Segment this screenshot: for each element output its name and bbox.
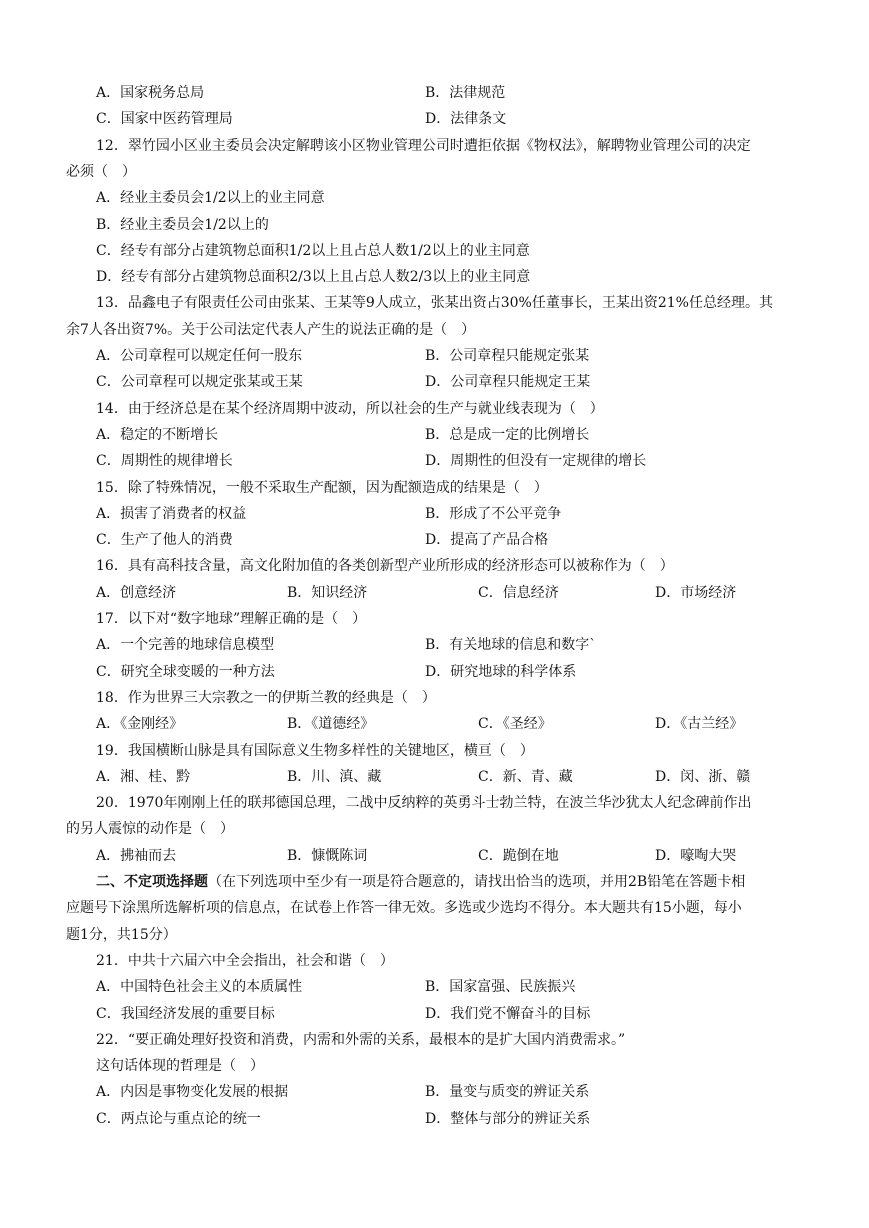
option-text: A．稳定的不断增长	[96, 426, 219, 443]
continuation-line	[0, 816, 869, 842]
paragraph-text: 的另人震惊的动作是（ ）	[66, 821, 234, 838]
option-row	[0, 711, 869, 737]
question-line	[0, 738, 869, 764]
option-row	[0, 974, 869, 1000]
option-text: C．周期性的规律增长	[96, 453, 233, 470]
option-text: D．《古兰经》	[655, 716, 744, 733]
option-row	[0, 843, 869, 869]
option-row	[0, 1106, 869, 1132]
option-text: C．信息经济	[478, 584, 559, 601]
option-text: C．生产了他人的消费	[96, 532, 233, 549]
option-text: A．创意经济	[96, 584, 177, 601]
option-text: D．研究地球的科学体系	[425, 663, 577, 680]
option-text: A．经业主委员会1/2以上的业主同意	[96, 190, 325, 207]
paragraph-text: 必须（ ）	[66, 163, 136, 180]
option-row	[0, 80, 869, 106]
option-text: D．闵、浙、赣	[655, 768, 751, 785]
option-row	[0, 527, 869, 553]
option-text: D．提高了产品合格	[425, 532, 549, 549]
question-text: 14．由于经济总是在某个经济周期中波动，所以社会的生产与就业线表现为（ ）	[96, 400, 604, 417]
option-text: B．川、滇、藏	[287, 768, 382, 785]
option-text: C．我国经济发展的重要目标	[96, 1005, 275, 1022]
option-text: B．总是成一定的比例增长	[425, 426, 590, 443]
question-text: 12．翠竹园小区业主委员会决定解聘该小区物业管理公司时遭拒依据《物权法》，解聘物业管理公司的决定	[96, 137, 751, 154]
section-header-line	[0, 869, 869, 895]
continuation-line	[0, 895, 869, 921]
option-line	[0, 1053, 869, 1079]
option-text: C．经专有部分占建筑物总面积1/2以上且占总人数1/2以上的业主同意	[96, 242, 530, 259]
option-text: A．拂袖而去	[96, 847, 177, 864]
question-text: 17．以下对“数字地球”理解正确的是（ ）	[96, 611, 367, 627]
option-text: D．周期性的但没有一定规律的增长	[425, 453, 647, 470]
option-text: A．湘、桂、黔	[96, 768, 191, 785]
question-line	[0, 133, 869, 159]
question-text: 16．具有高科技含量，高文化附加值的各类创新型产业所形成的经济形态可以被称作为（ ）	[96, 558, 674, 575]
question-line	[0, 475, 869, 501]
paragraph-text: 题1分，共15分）	[66, 926, 177, 943]
option-row	[0, 106, 869, 132]
option-text: C．《圣经》	[478, 716, 552, 733]
option-text: B．经业主委员会1/2以上的	[96, 216, 269, 233]
option-text: A．一个完善的地球信息模型	[96, 637, 275, 654]
option-text: D．嚎啕大哭	[655, 847, 737, 864]
paragraph-text: 应题号下涂黑所选解析项的信息点，在试卷上作答一律无效。多选或少选均不得分。本大题共有15小题，每小	[66, 900, 742, 917]
option-line	[0, 185, 869, 211]
option-row	[0, 343, 869, 369]
question-line	[0, 790, 869, 816]
option-text: B．法律规范	[425, 85, 506, 101]
option-text: B．知识经济	[287, 584, 368, 601]
question-line	[0, 948, 869, 974]
question-text: 20．1970年刚刚上任的联邦德国总理，二战中反纳粹的英勇斗士勃兰特，在波兰华沙犹太人纪念碑前作出	[96, 795, 752, 812]
option-line	[0, 264, 869, 290]
question-text: 21．中共十六届六中全会指出，社会和谐（ ）	[96, 952, 394, 969]
paragraph-text: 余7人各出资7%。关于公司法定代表人产生的说法正确的是（ ）	[66, 321, 476, 338]
question-line	[0, 606, 869, 632]
question-text: 19．我国横断山脉是具有国际意义生物多样性的关键地区，横亘（ ）	[96, 742, 534, 759]
question-line	[0, 685, 869, 711]
option-text: B．有关地球的信息和数字`	[425, 637, 597, 654]
option-text: A．中国特色社会主义的本质属性	[96, 979, 303, 996]
option-line	[0, 238, 869, 264]
option-text: D．经专有部分占建筑物总面积2/3以上且占总人数2/3以上的业主同意	[96, 269, 531, 286]
option-row	[0, 764, 869, 790]
option-text: D．法律条文	[425, 111, 507, 128]
option-text: A．内因是事物变化发展的根据	[96, 1084, 289, 1101]
option-text: A．公司章程可以规定任何一股东	[96, 348, 303, 364]
question-text: 18．作为世界三大宗教之一的伊斯兰教的经典是（ ）	[96, 689, 436, 706]
option-text: C．跪倒在地	[478, 847, 559, 864]
option-text: B．《道德经》	[287, 716, 375, 733]
option-line	[0, 212, 869, 238]
question-line	[0, 396, 869, 422]
option-text: D．公司章程只能规定王某	[425, 374, 591, 391]
option-text: D．整体与部分的辨证关系	[425, 1110, 591, 1127]
continuation-line	[0, 317, 869, 343]
option-text: C．公司章程可以规定张某或王某	[96, 374, 303, 391]
option-row	[0, 501, 869, 527]
option-text: A．国家税务总局	[96, 85, 205, 101]
option-text: A．《金刚经》	[96, 716, 184, 733]
option-text: C．研究全球变暖的一种方法	[96, 663, 275, 680]
question-line	[0, 290, 869, 316]
option-text: 这句话体现的哲理是（ ）	[96, 1058, 264, 1075]
question-text: 13．品鑫电子有限责任公司由张某、王某等9人成立，张某出资占30%任董事长，王某出资21%任总经理。其	[96, 295, 773, 312]
option-text: C．新、青、藏	[478, 768, 573, 785]
option-text: D．市场经济	[655, 584, 737, 601]
section-title: 二、不定项选择题	[96, 874, 208, 890]
option-text: B．量变与质变的辨证关系	[425, 1084, 590, 1101]
option-row	[0, 1001, 869, 1027]
option-text: C．两点论与重点论的统一	[96, 1110, 261, 1127]
question-line	[0, 553, 869, 579]
option-row	[0, 632, 869, 658]
option-row	[0, 1079, 869, 1105]
question-text: 22．“要正确处理好投资和消费，内需和外需的关系，最根本的是扩大国内消费需求。”	[96, 1031, 626, 1048]
option-text: B．形成了不公平竞争	[425, 505, 562, 522]
option-text: B．国家富强、民族振兴	[425, 979, 576, 996]
option-row	[0, 448, 869, 474]
option-row	[0, 580, 869, 606]
option-row	[0, 659, 869, 685]
question-line	[0, 1027, 869, 1053]
question-text: 15．除了特殊情况，一般不采取生产配额，因为配额造成的结果是（ ）	[96, 479, 548, 496]
section-description: （在下列选项中至少有一项是符合题意的，请找出恰当的选项，并用2B铅笔在答题卡相	[208, 874, 746, 890]
option-text: B．慷慨陈词	[287, 847, 368, 864]
continuation-line	[0, 159, 869, 185]
option-row	[0, 369, 869, 395]
option-row	[0, 422, 869, 448]
continuation-line	[0, 922, 869, 948]
option-text: A．损害了消费者的权益	[96, 505, 247, 522]
option-text: B．公司章程只能规定张某	[425, 348, 590, 364]
option-text: C．国家中医药管理局	[96, 111, 233, 128]
option-text: D．我们党不懈奋斗的目标	[425, 1005, 591, 1022]
